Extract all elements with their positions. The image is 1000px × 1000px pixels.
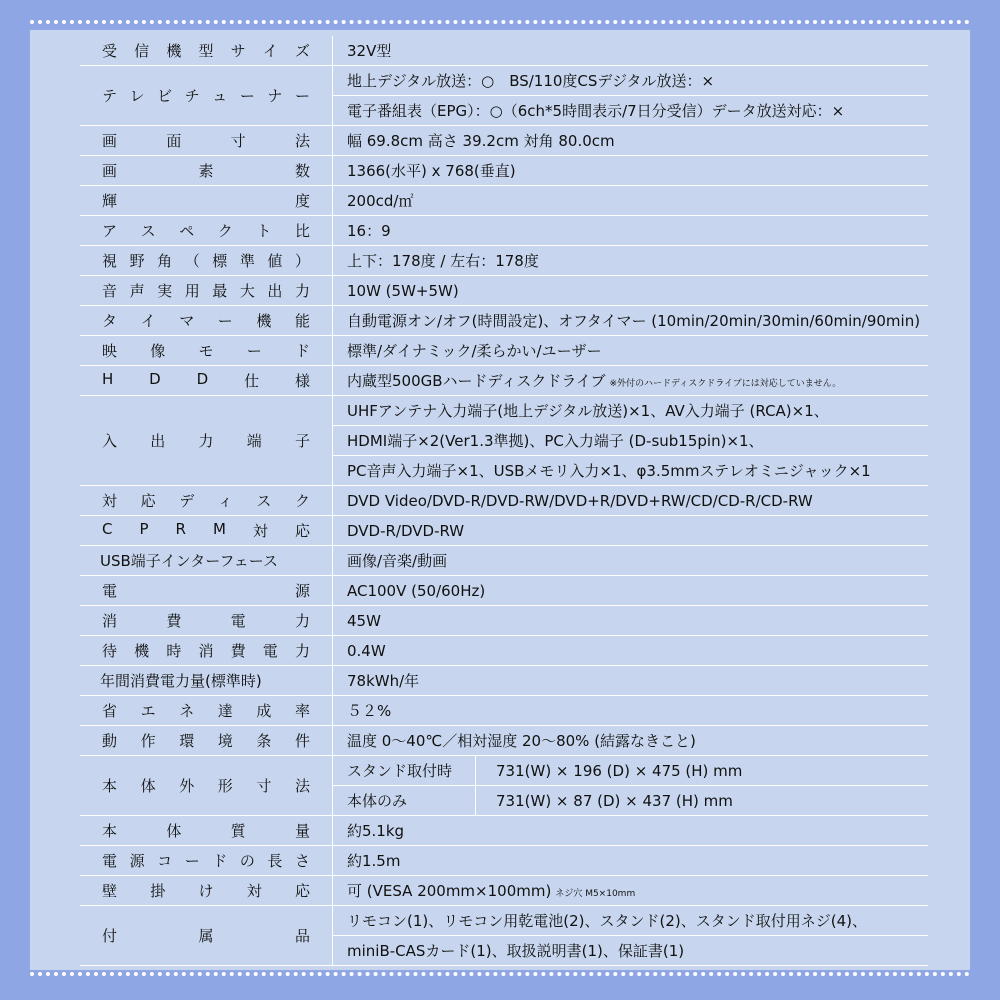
spec-label-text — [80, 220, 332, 241]
spec-value-text: 10W (5W+5W) — [347, 281, 459, 300]
spec-row — [80, 186, 928, 216]
spec-row — [80, 336, 928, 366]
spec-label-char: ー — [239, 87, 255, 105]
spec-label-char: 本 — [102, 777, 118, 795]
spec-value — [333, 306, 929, 336]
spec-label-char: ュ — [212, 87, 228, 105]
spec-label-char: D — [196, 370, 209, 388]
spec-label-char: 作 — [140, 732, 156, 750]
top-dotted-border — [30, 20, 970, 24]
spec-value — [333, 696, 929, 726]
spec-label-char: 角 — [157, 252, 173, 270]
spec-label-char: 長 — [267, 852, 283, 870]
spec-label-char: C — [102, 520, 113, 538]
spec-label-char: 視 — [102, 252, 118, 270]
spec-sub-label: スタンド取付時 — [333, 756, 476, 785]
spec-label-char: 件 — [294, 732, 310, 750]
spec-label-char: ー — [217, 312, 233, 330]
spec-label-char: 度 — [294, 192, 310, 210]
spec-label — [80, 906, 333, 966]
spec-label-text — [80, 490, 332, 511]
spec-label — [80, 246, 333, 276]
spec-panel — [30, 30, 970, 970]
spec-label-char: コ — [157, 852, 173, 870]
spec-label-char: 達 — [217, 702, 233, 720]
spec-label — [80, 546, 333, 576]
spec-label-char: 境 — [217, 732, 233, 750]
spec-label-char: ） — [294, 252, 310, 270]
spec-value-text: PC音声入力端子×1、USBメモリ入力×1、φ3.5mmステレオミニジャック×1 — [347, 462, 871, 480]
spec-label-char: 応 — [140, 492, 156, 510]
spec-label-char: 比 — [294, 222, 310, 240]
spec-row — [80, 216, 928, 246]
spec-row — [80, 126, 928, 156]
spec-label-char: 動 — [102, 732, 118, 750]
spec-label-text — [80, 340, 332, 361]
spec-label-text — [80, 370, 332, 391]
spec-label-char: 量 — [294, 822, 310, 840]
spec-row — [80, 486, 928, 516]
spec-label — [80, 216, 333, 246]
spec-value — [333, 366, 929, 396]
spec-label-char: ー — [294, 87, 310, 105]
spec-value-text: 標準/ダイナミック/柔らかい/ユーザー — [347, 342, 602, 360]
spec-value — [333, 486, 929, 516]
spec-label-char: 音 — [102, 282, 118, 300]
spec-label-char: 品 — [294, 927, 310, 945]
spec-label-char: 体 — [166, 822, 182, 840]
spec-value-text: 自動電源オン/オフ(時間設定)、オフタイマー (10min/20min/30min/60min/90min) — [347, 312, 921, 330]
spec-label-text — [80, 700, 332, 721]
spec-label-char: ト — [256, 222, 272, 240]
spec-label-text — [80, 520, 332, 541]
spec-label-char: 対 — [252, 522, 268, 540]
spec-row — [80, 636, 928, 666]
spec-label-char: 形 — [217, 777, 233, 795]
spec-value-cell — [333, 786, 929, 816]
spec-label-char: （ — [184, 252, 200, 270]
spec-row — [80, 306, 928, 336]
spec-label — [80, 696, 333, 726]
spec-label-text — [80, 40, 332, 61]
spec-value-text: 約5.1kg — [347, 822, 405, 840]
spec-label-char: ク — [294, 492, 310, 510]
spec-row — [80, 66, 928, 96]
spec-label-char: 画 — [102, 132, 118, 150]
spec-note: ※外付のハードディスクドライブには対応していません。 — [609, 379, 842, 389]
spec-row — [80, 546, 928, 576]
spec-label — [80, 306, 333, 336]
spec-label-char: 質 — [230, 822, 246, 840]
spec-label-char: 用 — [184, 282, 200, 300]
spec-label-char: 成 — [256, 702, 272, 720]
spec-value — [333, 906, 929, 936]
spec-label-char: デ — [179, 492, 195, 510]
spec-value — [333, 216, 929, 246]
spec-label-char: 出 — [267, 282, 283, 300]
spec-label-char: ィ — [217, 492, 233, 510]
spec-label-char: D — [149, 370, 161, 388]
spec-label-char: 能 — [294, 312, 310, 330]
spec-label-char: 属 — [198, 927, 214, 945]
spec-row — [80, 756, 928, 786]
spec-value — [333, 396, 929, 426]
spec-label-char: 電 — [262, 642, 278, 660]
spec-value-text: HDMI端子×2(Ver1.3準拠)、PC入力端子 (D-sub15pin)×1、 — [347, 432, 764, 450]
spec-sub-value: 731(W) × 87 (D) × 437 (H) mm — [496, 791, 733, 810]
spec-label-char: 準 — [239, 252, 255, 270]
spec-label-text — [80, 880, 332, 901]
spec-value — [333, 126, 929, 156]
spec-label — [80, 276, 333, 306]
spec-label-text — [80, 850, 332, 871]
spec-label-char: 本 — [102, 822, 118, 840]
spec-row — [80, 276, 928, 306]
spec-label-char: 様 — [294, 372, 310, 390]
spec-label — [80, 156, 333, 186]
spec-label-char: ア — [102, 222, 118, 240]
spec-value — [333, 636, 929, 666]
spec-row — [80, 156, 928, 186]
spec-label-char: 消 — [198, 642, 214, 660]
spec-label — [80, 816, 333, 846]
spec-value — [333, 606, 929, 636]
spec-row — [80, 606, 928, 636]
spec-value-text: 電子番組表（EPG）：○（6ch*5時間表示/7日分受信）データ放送対応：× — [347, 102, 845, 120]
spec-label — [80, 726, 333, 756]
spec-label-char: 体 — [140, 777, 156, 795]
spec-label — [80, 666, 333, 696]
spec-label-char: 出 — [150, 432, 166, 450]
spec-label — [80, 876, 333, 906]
spec-value-text: miniB-CASカード(1)、取扱説明書(1)、保証書(1) — [347, 942, 685, 960]
spec-value-text: AC100V (50/60Hz) — [347, 581, 486, 600]
spec-value-text: 温度 0～40℃／相対湿度 20～80% (結露なきこと) — [347, 732, 696, 750]
spec-value-text: 約1.5m — [347, 852, 401, 870]
spec-label-char: 値 — [267, 252, 283, 270]
spec-label-text — [80, 640, 332, 661]
spec-label — [80, 516, 333, 546]
spec-label-char: ク — [217, 222, 233, 240]
spec-label — [80, 66, 333, 126]
spec-row — [80, 876, 928, 906]
spec-value — [333, 246, 929, 276]
spec-label-text: 年間消費電力量(標準時) — [100, 672, 262, 690]
spec-value-text: DVD Video/DVD-R/DVD-RW/DVD+R/DVD+RW/CD/CD-R/CD-RW — [347, 491, 813, 510]
spec-label-char: 省 — [102, 702, 118, 720]
spec-label-text: USB端子インターフェース — [100, 552, 278, 570]
spec-label-char: 消 — [102, 612, 118, 630]
spec-label-char: 野 — [129, 252, 145, 270]
spec-row — [80, 726, 928, 756]
bottom-dotted-border — [30, 972, 970, 976]
spec-label-char: 力 — [294, 282, 310, 300]
spec-label-char: 環 — [179, 732, 195, 750]
spec-value-text: 16：9 — [347, 222, 391, 240]
spec-label-char: 時 — [166, 642, 182, 660]
spec-label-char: ス — [256, 492, 272, 510]
spec-row — [80, 846, 928, 876]
spec-value-text: 幅 69.8cm 高さ 39.2cm 対角 80.0cm — [347, 132, 615, 150]
spec-value — [333, 726, 929, 756]
spec-label-char: 最 — [212, 282, 228, 300]
spec-label-char: ビ — [157, 87, 173, 105]
spec-label-char: 電 — [102, 582, 118, 600]
spec-label-text — [80, 310, 332, 331]
spec-value — [333, 66, 929, 96]
spec-label-char: 掛 — [150, 882, 166, 900]
spec-label-text — [80, 775, 332, 796]
spec-label-char: 応 — [294, 522, 310, 540]
spec-label-char: ド — [212, 852, 228, 870]
spec-value — [333, 666, 929, 696]
spec-value — [333, 456, 929, 486]
spec-label — [80, 636, 333, 666]
spec-value — [333, 426, 929, 456]
spec-label-char: ー — [246, 342, 262, 360]
spec-label-char: ズ — [294, 42, 310, 60]
spec-label-char: レ — [129, 87, 145, 105]
spec-label-char: チ — [184, 87, 200, 105]
spec-note: ネジ穴 M5×10mm — [555, 889, 636, 899]
spec-label-char: 素 — [198, 162, 214, 180]
spec-value-text: 200cd/㎡ — [347, 192, 414, 210]
spec-value-text: 45W — [347, 611, 381, 630]
spec-sub-label: 本体のみ — [333, 786, 476, 815]
spec-label-char: 源 — [129, 852, 145, 870]
spec-label-char: ナ — [267, 87, 283, 105]
spec-label-text — [80, 430, 332, 451]
spec-label-char: の — [239, 852, 255, 870]
spec-value-text: 78kWh/年 — [347, 672, 420, 690]
spec-label-char: 寸 — [256, 777, 272, 795]
spec-label-text — [80, 250, 332, 271]
spec-row — [80, 36, 928, 66]
spec-label-char: 電 — [230, 612, 246, 630]
spec-label — [80, 366, 333, 396]
spec-value — [333, 186, 929, 216]
spec-label-char: 信 — [134, 42, 150, 60]
spec-label-char: ー — [184, 852, 200, 870]
spec-label-char: イ — [140, 312, 156, 330]
spec-row — [80, 366, 928, 396]
spec-label-text — [80, 160, 332, 181]
spec-label — [80, 36, 333, 66]
spec-label-char: 条 — [256, 732, 272, 750]
spec-value-text: DVD-R/DVD-RW — [347, 521, 465, 540]
spec-label-char: 費 — [166, 612, 182, 630]
spec-label-char: 壁 — [102, 882, 118, 900]
spec-value — [333, 936, 929, 966]
spec-row — [80, 906, 928, 936]
spec-value — [333, 546, 929, 576]
spec-label-char: イ — [262, 42, 278, 60]
spec-label-char: M — [212, 520, 226, 538]
spec-label-char: 仕 — [244, 372, 260, 390]
spec-value — [333, 876, 929, 906]
spec-label-text — [80, 730, 332, 751]
spec-label-char: テ — [102, 87, 118, 105]
spec-label-char: 費 — [230, 642, 246, 660]
spec-value-text: 地上デジタル放送：○ BS/110度CSデジタル放送：× — [347, 72, 715, 90]
spec-label-char: 受 — [102, 42, 118, 60]
spec-label — [80, 756, 333, 816]
spec-label-char: ス — [140, 222, 156, 240]
spec-label-char: ド — [294, 342, 310, 360]
spec-value-text: 画像/音楽/動画 — [347, 552, 448, 570]
spec-row — [80, 816, 928, 846]
spec-label-char: 力 — [294, 612, 310, 630]
spec-label-text — [80, 610, 332, 631]
spec-value-text: UHFアンテナ入力端子(地上デジタル放送)×1、AV入力端子 (RCA)×1、 — [347, 402, 829, 420]
spec-value — [333, 336, 929, 366]
spec-label-char: け — [198, 882, 214, 900]
spec-label-char: 画 — [102, 162, 118, 180]
spec-label-char: 輝 — [102, 192, 118, 210]
spec-value-text: 内蔵型500GBハードディスクドライブ — [347, 372, 606, 390]
spec-row — [80, 396, 928, 426]
spec-label-text — [80, 580, 332, 601]
spec-value-text: 0.4W — [347, 641, 386, 660]
spec-label-char: 機 — [134, 642, 150, 660]
spec-label — [80, 846, 333, 876]
spec-label — [80, 336, 333, 366]
spec-label-char: 付 — [102, 927, 118, 945]
spec-label-char: 像 — [150, 342, 166, 360]
spec-label-char: 法 — [294, 132, 310, 150]
spec-label-char: マ — [179, 312, 195, 330]
spec-label-char: 標 — [212, 252, 228, 270]
spec-label-char: 待 — [102, 642, 118, 660]
spec-label — [80, 126, 333, 156]
spec-label-char: ネ — [179, 702, 195, 720]
spec-value-text: リモコン(1)、リモコン用乾電池(2)、スタンド(2)、スタンド取付用ネジ(4)、 — [347, 912, 867, 930]
spec-label-char: 法 — [294, 777, 310, 795]
spec-label-char: 機 — [166, 42, 182, 60]
spec-value-cell — [333, 756, 929, 786]
spec-value-text: 上下：178度 / 左右：178度 — [347, 252, 539, 270]
spec-row — [80, 696, 928, 726]
spec-label-text — [80, 280, 332, 301]
spec-label-char: 入 — [102, 432, 118, 450]
spec-label-char: 電 — [102, 852, 118, 870]
spec-label — [80, 606, 333, 636]
spec-label-char: 外 — [179, 777, 195, 795]
spec-label-text — [80, 130, 332, 151]
spec-label-char: 面 — [166, 132, 182, 150]
spec-label-char: P — [139, 520, 149, 538]
spec-label-char: 声 — [129, 282, 145, 300]
spec-label-char: R — [175, 520, 186, 538]
spec-label-text — [80, 85, 332, 106]
spec-value — [333, 576, 929, 606]
spec-value — [333, 816, 929, 846]
spec-label-char: サ — [230, 42, 246, 60]
spec-label-text — [80, 820, 332, 841]
spec-value-text: 32V型 — [347, 42, 392, 60]
spec-label-char: H — [102, 370, 114, 388]
spec-row — [80, 246, 928, 276]
spec-label — [80, 576, 333, 606]
spec-table — [80, 36, 928, 966]
spec-label-char: 数 — [294, 162, 310, 180]
spec-label-char: 機 — [256, 312, 272, 330]
spec-label — [80, 486, 333, 516]
spec-label-char: 端 — [246, 432, 262, 450]
spec-label-char: 応 — [294, 882, 310, 900]
spec-row — [80, 516, 928, 546]
spec-label-text — [80, 925, 332, 946]
spec-label-char: 力 — [294, 642, 310, 660]
spec-value — [333, 276, 929, 306]
spec-label-char: 寸 — [230, 132, 246, 150]
spec-value — [333, 96, 929, 126]
spec-value — [333, 36, 929, 66]
spec-label-char: エ — [140, 702, 156, 720]
spec-value — [333, 156, 929, 186]
spec-sub-value: 731(W) × 196 (D) × 475 (H) mm — [496, 761, 743, 780]
spec-label-char: 対 — [246, 882, 262, 900]
spec-label-char: 子 — [294, 432, 310, 450]
spec-value-text: ５２% — [347, 702, 392, 720]
spec-label-char: 大 — [239, 282, 255, 300]
spec-value — [333, 846, 929, 876]
spec-label-char: モ — [198, 342, 214, 360]
spec-label-char: 実 — [157, 282, 173, 300]
spec-label-char: 率 — [294, 702, 310, 720]
spec-value — [333, 516, 929, 546]
spec-value-text: 1366(水平) x 768(垂直) — [347, 162, 516, 180]
spec-label-char: 映 — [102, 342, 118, 360]
spec-label-char: ペ — [179, 222, 195, 240]
spec-label-text — [80, 190, 332, 211]
spec-label-char: 源 — [294, 582, 310, 600]
spec-row — [80, 576, 928, 606]
spec-label — [80, 186, 333, 216]
spec-label-char: タ — [102, 312, 118, 330]
spec-label-char: さ — [294, 852, 310, 870]
spec-label-char: 対 — [102, 492, 118, 510]
spec-label-char: 型 — [198, 42, 214, 60]
spec-value-text: 可 (VESA 200mm×100mm) — [347, 882, 552, 900]
spec-row — [80, 666, 928, 696]
spec-label — [80, 396, 333, 486]
spec-label-char: 力 — [198, 432, 214, 450]
